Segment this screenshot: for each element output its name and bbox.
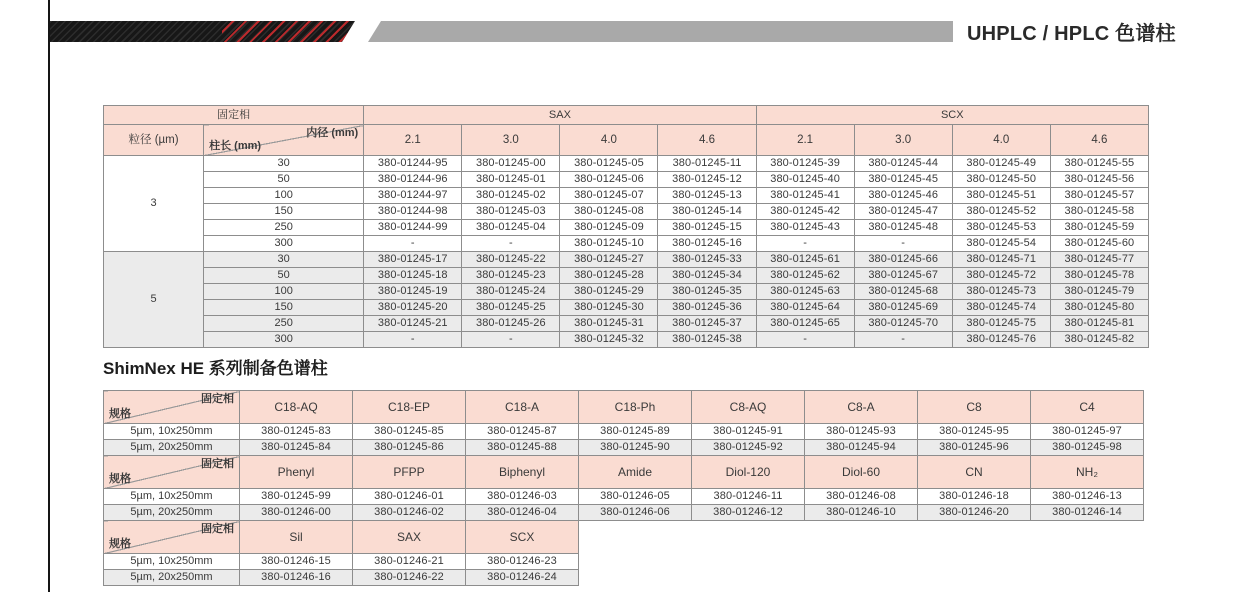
part-number-cell: 380-01245-78 bbox=[1050, 268, 1148, 284]
part-number-cell: 380-01245-32 bbox=[560, 332, 658, 348]
section-title: ShimNex HE 系列制备色谱柱 bbox=[103, 359, 328, 378]
part-number-cell: 380-01245-13 bbox=[658, 188, 756, 204]
part-number-cell: 380-01245-96 bbox=[918, 440, 1031, 456]
diag-bottom-left-label: 规格 bbox=[109, 538, 131, 550]
part-number-cell: 380-01245-17 bbox=[364, 252, 462, 268]
part-number-cell: 380-01245-67 bbox=[854, 268, 952, 284]
part-number-cell: 380-01245-77 bbox=[1050, 252, 1148, 268]
prep-part-number-table-1 bbox=[103, 390, 1144, 456]
part-number-cell: 380-01245-85 bbox=[353, 424, 466, 440]
column-length-cell: 30 bbox=[204, 252, 364, 268]
part-number-cell: 380-01246-02 bbox=[353, 505, 466, 521]
part-number-cell: 380-01246-14 bbox=[1031, 505, 1144, 521]
inner-diameter-header: 3.0 bbox=[854, 125, 952, 156]
part-number-cell: 380-01245-62 bbox=[756, 268, 854, 284]
phase-column-header: C18-Ph bbox=[579, 391, 692, 424]
part-number-cell: 380-01245-08 bbox=[560, 204, 658, 220]
uhplc-part-number-table bbox=[103, 105, 1149, 348]
diagonal-split-header-cell bbox=[104, 456, 240, 489]
part-number-cell: 380-01245-00 bbox=[462, 156, 560, 172]
diag-bottom-left-label: 规格 bbox=[109, 408, 131, 420]
phase-column-header: C8-A bbox=[805, 391, 918, 424]
part-number-cell: 380-01245-07 bbox=[560, 188, 658, 204]
column-length-cell: 50 bbox=[204, 172, 364, 188]
left-border-line bbox=[48, 0, 50, 592]
particle-size-cell: 3 bbox=[104, 156, 204, 252]
part-number-cell: 380-01245-52 bbox=[952, 204, 1050, 220]
part-number-cell: 380-01246-15 bbox=[240, 554, 353, 570]
part-number-cell: 380-01245-29 bbox=[560, 284, 658, 300]
part-number-cell: 380-01245-89 bbox=[579, 424, 692, 440]
part-number-cell: 380-01245-42 bbox=[756, 204, 854, 220]
column-length-cell: 150 bbox=[204, 300, 364, 316]
part-number-cell: 380-01245-53 bbox=[952, 220, 1050, 236]
column-length-cell: 150 bbox=[204, 204, 364, 220]
part-number-cell: 380-01245-37 bbox=[658, 316, 756, 332]
part-number-cell: 380-01245-05 bbox=[560, 156, 658, 172]
part-number-cell: 380-01245-65 bbox=[756, 316, 854, 332]
diagonal-split-header-cell bbox=[104, 391, 240, 424]
part-number-cell: 380-01245-40 bbox=[756, 172, 854, 188]
empty-cell: - bbox=[854, 236, 952, 252]
inner-diameter-header: 4.6 bbox=[1050, 125, 1148, 156]
part-number-cell: 380-01245-61 bbox=[756, 252, 854, 268]
inner-diameter-header: 2.1 bbox=[364, 125, 462, 156]
part-number-cell: 380-01245-58 bbox=[1050, 204, 1148, 220]
column-length-cell: 250 bbox=[204, 220, 364, 236]
part-number-cell: 380-01245-38 bbox=[658, 332, 756, 348]
diag-top-right-label: 固定相 bbox=[201, 523, 234, 535]
part-number-cell: 380-01246-08 bbox=[805, 489, 918, 505]
part-number-cell: 380-01246-18 bbox=[918, 489, 1031, 505]
part-number-cell: 380-01245-49 bbox=[952, 156, 1050, 172]
diag-top-right-label: 固定相 bbox=[201, 458, 234, 470]
phase-column-header: Amide bbox=[579, 456, 692, 489]
part-number-cell: 380-01245-80 bbox=[1050, 300, 1148, 316]
page-title: UHPLC / HPLC 色谱柱 bbox=[967, 23, 1176, 45]
part-number-cell: 380-01245-12 bbox=[658, 172, 756, 188]
phase-column-header: Diol-60 bbox=[805, 456, 918, 489]
header-bar-gray-segment bbox=[368, 21, 953, 42]
part-number-cell: 380-01245-43 bbox=[756, 220, 854, 236]
part-number-cell: 380-01245-54 bbox=[952, 236, 1050, 252]
phase-column-header: C18-A bbox=[466, 391, 579, 424]
empty-cell: - bbox=[462, 332, 560, 348]
part-number-cell: 380-01245-84 bbox=[240, 440, 353, 456]
part-number-cell: 380-01245-10 bbox=[560, 236, 658, 252]
part-number-cell: 380-01245-18 bbox=[364, 268, 462, 284]
column-length-cell: 250 bbox=[204, 316, 364, 332]
part-number-cell: 380-01245-68 bbox=[854, 284, 952, 300]
part-number-cell: 380-01246-12 bbox=[692, 505, 805, 521]
diag-bottom-left-label: 规格 bbox=[109, 473, 131, 485]
part-number-cell: 380-01245-01 bbox=[462, 172, 560, 188]
part-number-cell: 380-01245-79 bbox=[1050, 284, 1148, 300]
prep-tables-stack bbox=[103, 391, 1144, 586]
phase-column-header: Diol-120 bbox=[692, 456, 805, 489]
part-number-cell: 380-01245-14 bbox=[658, 204, 756, 220]
part-number-cell: 380-01245-34 bbox=[658, 268, 756, 284]
part-number-cell: 380-01245-87 bbox=[466, 424, 579, 440]
part-number-cell: 380-01245-95 bbox=[918, 424, 1031, 440]
column-length-cell: 50 bbox=[204, 268, 364, 284]
spec-cell: 5µm, 20x250mm bbox=[104, 505, 240, 521]
phase-column-header: C4 bbox=[1031, 391, 1144, 424]
part-number-cell: 380-01244-97 bbox=[364, 188, 462, 204]
part-number-cell: 380-01245-44 bbox=[854, 156, 952, 172]
part-number-cell: 380-01245-31 bbox=[560, 316, 658, 332]
column-length-cell: 300 bbox=[204, 236, 364, 252]
part-number-cell: 380-01245-41 bbox=[756, 188, 854, 204]
column-length-cell: 100 bbox=[204, 284, 364, 300]
column-length-cell: 100 bbox=[204, 188, 364, 204]
empty-cell: - bbox=[756, 236, 854, 252]
header-bar-dark-segment bbox=[50, 21, 355, 42]
part-number-cell: 380-01245-33 bbox=[658, 252, 756, 268]
part-number-cell: 380-01245-73 bbox=[952, 284, 1050, 300]
part-number-cell: 380-01246-01 bbox=[353, 489, 466, 505]
column-group-header: SAX bbox=[364, 106, 756, 125]
part-number-cell: 380-01246-16 bbox=[240, 570, 353, 586]
part-number-cell: 380-01245-06 bbox=[560, 172, 658, 188]
part-number-cell: 380-01245-81 bbox=[1050, 316, 1148, 332]
part-number-cell: 380-01245-88 bbox=[466, 440, 579, 456]
part-number-cell: 380-01245-50 bbox=[952, 172, 1050, 188]
diagonal-split-header-cell bbox=[204, 125, 364, 156]
inner-diameter-header: 4.0 bbox=[952, 125, 1050, 156]
column-length-cell: 30 bbox=[204, 156, 364, 172]
part-number-cell: 380-01245-86 bbox=[353, 440, 466, 456]
part-number-cell: 380-01245-75 bbox=[952, 316, 1050, 332]
stationary-phase-corner-label: 固定相 bbox=[104, 106, 364, 125]
phase-column-header: C18-EP bbox=[353, 391, 466, 424]
phase-column-header: SCX bbox=[466, 521, 579, 554]
phase-column-header: Biphenyl bbox=[466, 456, 579, 489]
part-number-cell: 380-01246-04 bbox=[466, 505, 579, 521]
prep-part-number-table-2 bbox=[103, 455, 1144, 521]
empty-cell: - bbox=[364, 236, 462, 252]
part-number-cell: 380-01246-21 bbox=[353, 554, 466, 570]
part-number-cell: 380-01246-23 bbox=[466, 554, 579, 570]
part-number-cell: 380-01245-56 bbox=[1050, 172, 1148, 188]
header-bar-red-stripes bbox=[222, 21, 355, 42]
phase-column-header: PFPP bbox=[353, 456, 466, 489]
part-number-cell: 380-01245-90 bbox=[579, 440, 692, 456]
spec-cell: 5µm, 20x250mm bbox=[104, 440, 240, 456]
part-number-cell: 380-01245-26 bbox=[462, 316, 560, 332]
spec-cell: 5µm, 10x250mm bbox=[104, 489, 240, 505]
part-number-cell: 380-01245-25 bbox=[462, 300, 560, 316]
part-number-cell: 380-01245-99 bbox=[240, 489, 353, 505]
part-number-cell: 380-01245-22 bbox=[462, 252, 560, 268]
part-number-cell: 380-01245-27 bbox=[560, 252, 658, 268]
part-number-cell: 380-01245-11 bbox=[658, 156, 756, 172]
part-number-cell: 380-01245-02 bbox=[462, 188, 560, 204]
part-number-cell: 380-01245-69 bbox=[854, 300, 952, 316]
phase-column-header: Phenyl bbox=[240, 456, 353, 489]
part-number-cell: 380-01245-71 bbox=[952, 252, 1050, 268]
inner-diameter-header: 4.0 bbox=[560, 125, 658, 156]
phase-column-header: NH₂ bbox=[1031, 456, 1144, 489]
part-number-cell: 380-01246-00 bbox=[240, 505, 353, 521]
particle-size-cell: 5 bbox=[104, 252, 204, 348]
prep-part-number-table-3 bbox=[103, 520, 579, 586]
part-number-cell: 380-01245-92 bbox=[692, 440, 805, 456]
part-number-cell: 380-01245-98 bbox=[1031, 440, 1144, 456]
part-number-cell: 380-01246-03 bbox=[466, 489, 579, 505]
diagonal-split-header-cell bbox=[104, 521, 240, 554]
part-number-cell: 380-01245-82 bbox=[1050, 332, 1148, 348]
part-number-cell: 380-01245-30 bbox=[560, 300, 658, 316]
part-number-cell: 380-01245-63 bbox=[756, 284, 854, 300]
part-number-cell: 380-01245-35 bbox=[658, 284, 756, 300]
part-number-cell: 380-01245-70 bbox=[854, 316, 952, 332]
part-number-cell: 380-01244-96 bbox=[364, 172, 462, 188]
part-number-cell: 380-01245-28 bbox=[560, 268, 658, 284]
part-number-cell: 380-01245-16 bbox=[658, 236, 756, 252]
part-number-cell: 380-01245-51 bbox=[952, 188, 1050, 204]
part-number-cell: 380-01246-10 bbox=[805, 505, 918, 521]
part-number-cell: 380-01245-45 bbox=[854, 172, 952, 188]
part-number-cell: 380-01245-48 bbox=[854, 220, 952, 236]
part-number-cell: 380-01245-66 bbox=[854, 252, 952, 268]
empty-cell: - bbox=[364, 332, 462, 348]
inner-diameter-header: 4.6 bbox=[658, 125, 756, 156]
part-number-cell: 380-01245-36 bbox=[658, 300, 756, 316]
part-number-cell: 380-01245-76 bbox=[952, 332, 1050, 348]
part-number-cell: 380-01245-19 bbox=[364, 284, 462, 300]
part-number-cell: 380-01245-57 bbox=[1050, 188, 1148, 204]
part-number-cell: 380-01245-91 bbox=[692, 424, 805, 440]
phase-column-header: Sil bbox=[240, 521, 353, 554]
part-number-cell: 380-01245-04 bbox=[462, 220, 560, 236]
part-number-cell: 380-01245-21 bbox=[364, 316, 462, 332]
phase-column-header: C18-AQ bbox=[240, 391, 353, 424]
part-number-cell: 380-01245-09 bbox=[560, 220, 658, 236]
part-number-cell: 380-01245-15 bbox=[658, 220, 756, 236]
phase-column-header: C8 bbox=[918, 391, 1031, 424]
part-number-cell: 380-01245-74 bbox=[952, 300, 1050, 316]
part-number-cell: 380-01245-94 bbox=[805, 440, 918, 456]
diag-top-right-label: 内径 (mm) bbox=[306, 127, 359, 139]
empty-cell: - bbox=[462, 236, 560, 252]
part-number-cell: 380-01246-20 bbox=[918, 505, 1031, 521]
part-number-cell: 380-01244-99 bbox=[364, 220, 462, 236]
part-number-cell: 380-01245-83 bbox=[240, 424, 353, 440]
empty-cell: - bbox=[854, 332, 952, 348]
part-number-cell: 380-01245-59 bbox=[1050, 220, 1148, 236]
part-number-cell: 380-01245-23 bbox=[462, 268, 560, 284]
column-length-cell: 300 bbox=[204, 332, 364, 348]
part-number-cell: 380-01245-46 bbox=[854, 188, 952, 204]
part-number-cell: 380-01245-24 bbox=[462, 284, 560, 300]
empty-cell: - bbox=[756, 332, 854, 348]
part-number-cell: 380-01245-97 bbox=[1031, 424, 1144, 440]
inner-diameter-header: 3.0 bbox=[462, 125, 560, 156]
part-number-cell: 380-01246-05 bbox=[579, 489, 692, 505]
part-number-cell: 380-01245-60 bbox=[1050, 236, 1148, 252]
phase-column-header: SAX bbox=[353, 521, 466, 554]
spec-cell: 5µm, 10x250mm bbox=[104, 554, 240, 570]
phase-column-header: CN bbox=[918, 456, 1031, 489]
diag-bottom-left-label: 柱长 (mm) bbox=[209, 140, 262, 152]
part-number-cell: 380-01246-11 bbox=[692, 489, 805, 505]
part-number-cell: 380-01246-24 bbox=[466, 570, 579, 586]
part-number-cell: 380-01245-55 bbox=[1050, 156, 1148, 172]
column-group-header: SCX bbox=[756, 106, 1148, 125]
part-number-cell: 380-01245-93 bbox=[805, 424, 918, 440]
part-number-cell: 380-01245-72 bbox=[952, 268, 1050, 284]
part-number-cell: 380-01245-47 bbox=[854, 204, 952, 220]
part-number-cell: 380-01246-13 bbox=[1031, 489, 1144, 505]
part-number-cell: 380-01245-64 bbox=[756, 300, 854, 316]
part-number-cell: 380-01245-39 bbox=[756, 156, 854, 172]
diag-top-right-label: 固定相 bbox=[201, 393, 234, 405]
particle-size-header: 粒径 (µm) bbox=[104, 125, 204, 156]
part-number-cell: 380-01246-06 bbox=[579, 505, 692, 521]
part-number-cell: 380-01246-22 bbox=[353, 570, 466, 586]
phase-column-header: C8-AQ bbox=[692, 391, 805, 424]
part-number-cell: 380-01244-98 bbox=[364, 204, 462, 220]
spec-cell: 5µm, 10x250mm bbox=[104, 424, 240, 440]
part-number-cell: 380-01244-95 bbox=[364, 156, 462, 172]
part-number-cell: 380-01245-03 bbox=[462, 204, 560, 220]
spec-cell: 5µm, 20x250mm bbox=[104, 570, 240, 586]
inner-diameter-header: 2.1 bbox=[756, 125, 854, 156]
part-number-cell: 380-01245-20 bbox=[364, 300, 462, 316]
